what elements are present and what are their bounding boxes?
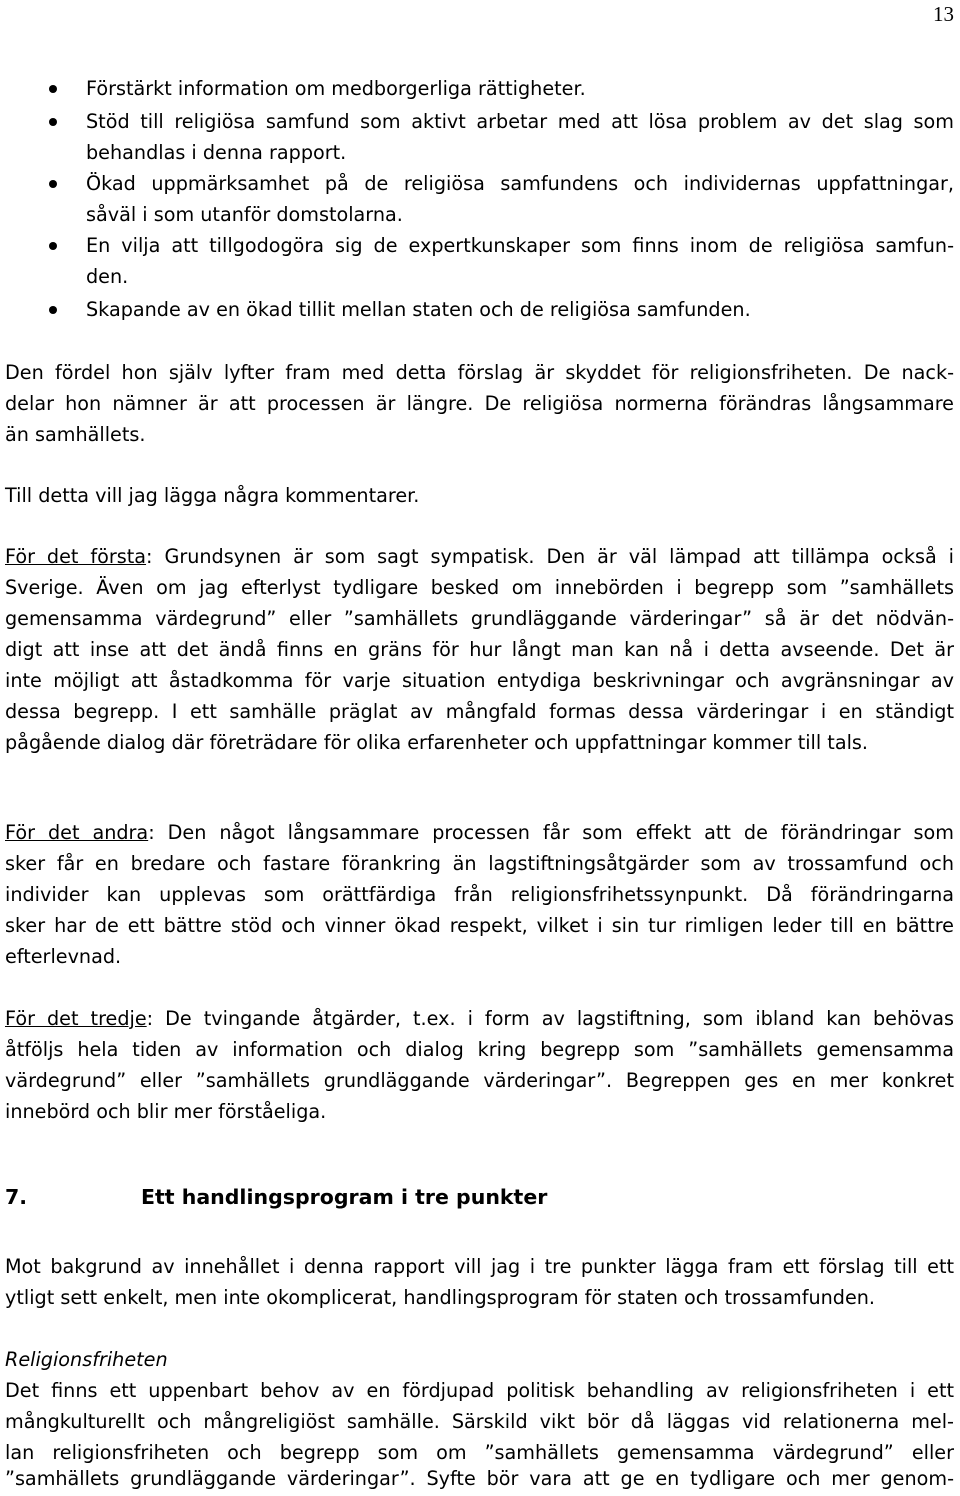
third-label: För det tredje [5, 1007, 147, 1030]
paragraph-line: pågående dialog där företrädare för olika erfarenheter och uppfattningar kommer till tals. [5, 731, 869, 754]
bullet-icon [49, 85, 57, 93]
bullet-item-continuation: såväl i som utanför domstolarna. [86, 203, 403, 226]
paragraph-line: ytligt sett enkelt, men inte okomplicerat, handlingsprogram för staten och trossamfunden. [5, 1286, 876, 1309]
subheading-religionsfriheten: Religionsfriheten [5, 1348, 168, 1371]
third-line1-rest: : De tvingande åtgärder, t.ex. i form av lagstiftning, som ibland kan behövas [146, 1007, 954, 1030]
bullet-item-continuation: den. [86, 265, 129, 288]
bullet-icon [49, 180, 57, 188]
paragraph-line: innebörd och blir mer förståeliga. [5, 1100, 327, 1123]
bullet-icon [49, 306, 57, 314]
paragraph-line: Den fördel hon själv lyfter fram med detta förslag är skyddet för religionsfriheten. De nack- [5, 361, 954, 384]
bullet-icon [49, 242, 57, 250]
paragraph-line [5, 541, 954, 572]
paragraph-line: värdegrund” eller ”samhällets grundläggande värderingar”. Begreppen ges en mer konkret [5, 1069, 954, 1092]
paragraph-line: individer kan upplevas som orättfärdiga från religionsfrihetssynpunkt. Då förändringarna [5, 883, 954, 906]
bullet-item: Ökad uppmärksamhet på de religiösa samfundens och individernas uppfattningar, [86, 172, 954, 195]
paragraph-line [5, 1003, 954, 1034]
paragraph-line: sker har de ett bättre stöd och vinner ökad respekt, vilket i sin tur rimligen leder till en bättre [5, 914, 954, 937]
first-label: För det första [5, 545, 147, 568]
paragraph-line: dessa begrepp. I ett samhälle präglat av mångfald formas dessa värderingar i en ständigt [5, 700, 954, 723]
paragraph-line: Sverige. Även om jag efterlyst tydligare besked om innebörden i begrepp som ”samhällets [5, 576, 954, 599]
bullet-item-continuation: behandlas i denna rapport. [86, 141, 347, 164]
paragraph-line: efterlevnad. [5, 945, 122, 968]
paragraph-line: digt att inse att det ändå finns en gräns för hur långt man kan nå i detta avseende. Det är [5, 638, 954, 661]
paragraph-line: än samhällets. [5, 423, 146, 446]
section-title: Ett handlingsprogram i tre punkter [141, 1185, 548, 1209]
bullet-item: Förstärkt information om medborgerliga rättigheter. [86, 77, 586, 100]
paragraph-line: delar hon nämner är att processen är längre. De religiösa normerna förändras långsammare [5, 392, 954, 415]
page-number: 13 [933, 2, 954, 26]
bullet-icon [49, 118, 57, 126]
paragraph-line: ”samhällets grundläggande värderingar”. Syfte bör vara att ge en tydligare och mer genom- [5, 1467, 954, 1490]
paragraph-line: Det finns ett uppenbart behov av en fördjupad politisk behandling av religionsfriheten i ett [5, 1379, 954, 1402]
section-number: 7. [5, 1185, 28, 1209]
bullet-item: En vilja att tillgodogöra sig de expertkunskaper som finns inom de religiösa samfun- [86, 234, 954, 257]
bullet-item: Stöd till religiösa samfund som aktivt arbetar med att lösa problem av det slag som [86, 110, 954, 133]
first-line1-rest: : Grundsynen är som sagt sympatisk. Den är väl lämpad att tillämpa också i [146, 545, 954, 568]
paragraph-line: sker får en bredare och fastare förankring än lagstiftningsåtgärder som av trossamfund och [5, 852, 954, 875]
paragraph-line [5, 817, 954, 848]
paragraph-line: mångkulturellt och mångreligiöst samhälle. Särskild vikt bör då läggas vid relationerna mel- [5, 1410, 954, 1433]
paragraph-line: inte möjligt att åstadkomma för varje situation entydiga beskrivningar och avgränsningar av [5, 669, 954, 692]
paragraph-line: gemensamma värdegrund” eller ”samhällets grundläggande värderingar” så är det nödvän- [5, 607, 954, 630]
paragraph-line: åtföljs hela tiden av information och dialog kring begrepp som ”samhällets gemensamma [5, 1038, 954, 1061]
bullet-item: Skapande av en ökad tillit mellan staten och de religiösa samfunden. [86, 298, 751, 321]
second-line1-rest: : Den något långsammare processen får som effekt att de förändringar som [148, 821, 954, 844]
second-label: För det andra [5, 821, 149, 844]
paragraph-line: Mot bakgrund av innehållet i denna rapport vill jag i tre punkter lägga fram ett förslag till ett [5, 1255, 954, 1278]
paragraph-kommentarer: Till detta vill jag lägga några kommentarer. [5, 484, 420, 507]
paragraph-line: lan religionsfriheten och begrepp som om ”samhällets gemensamma värdegrund” eller [5, 1441, 954, 1464]
